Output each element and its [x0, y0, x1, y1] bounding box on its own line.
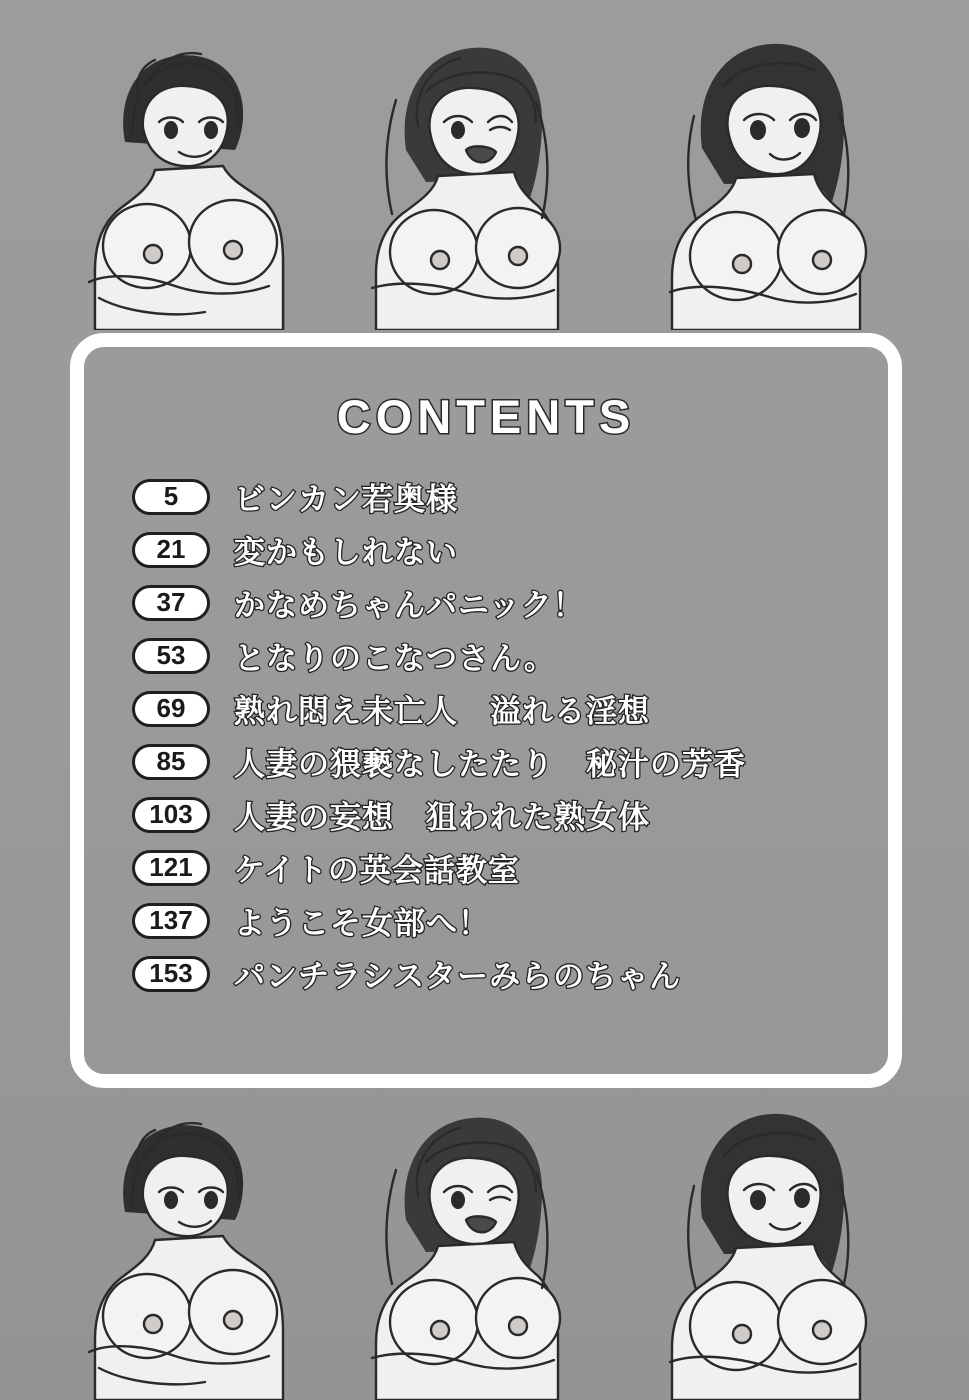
chapter-title: ビンカン若奥様	[234, 482, 458, 518]
chapter-title: パンチラシスターみらのちゃん	[234, 959, 682, 995]
chapter-title: 熟れ悶え未亡人 溢れる淫想	[234, 694, 650, 730]
table-of-contents	[84, 470, 888, 1000]
list-item[interactable]	[132, 947, 860, 1000]
chapter-title: ケイトの英会話教室	[234, 853, 520, 889]
chapter-title: 人妻の猥褻なしたたり 秘汁の芳香	[234, 747, 746, 783]
figure-short-hair	[55, 30, 305, 330]
page-title: CONTENTS	[336, 390, 636, 443]
list-item[interactable]	[132, 894, 860, 947]
chapter-title: かなめちゃんパニック！	[234, 588, 585, 624]
figure-long-hair-winking	[340, 1100, 590, 1400]
list-item[interactable]	[132, 470, 860, 523]
page-number-badge: 153	[132, 956, 210, 992]
page-number-badge: 37	[132, 585, 210, 621]
list-item[interactable]	[132, 629, 860, 682]
page-number-badge: 69	[132, 691, 210, 727]
page-number-badge: 21	[132, 532, 210, 568]
page-number-badge: 5	[132, 479, 210, 515]
figure-long-hair-winking	[340, 30, 590, 330]
illustration-band-top	[0, 10, 969, 330]
page-number-badge: 53	[132, 638, 210, 674]
list-item[interactable]	[132, 682, 860, 735]
page-number-badge: 85	[132, 744, 210, 780]
figure-short-hair	[55, 1100, 305, 1400]
page-number-badge: 121	[132, 850, 210, 886]
chapter-title: 変かもしれない	[234, 535, 458, 571]
contents-panel	[70, 333, 902, 1088]
list-item[interactable]	[132, 523, 860, 576]
figure-wavy-hair	[640, 1100, 890, 1400]
list-item[interactable]	[132, 841, 860, 894]
chapter-title: ようこそ女部へ！	[234, 906, 490, 942]
illustration-band-bottom	[0, 1090, 969, 1400]
figure-wavy-hair	[640, 30, 890, 330]
list-item[interactable]	[132, 735, 860, 788]
list-item[interactable]	[132, 576, 860, 629]
chapter-title: となりのこなつさん。	[234, 641, 556, 677]
page-number-badge: 103	[132, 797, 210, 833]
list-item[interactable]	[132, 788, 860, 841]
page-number-badge: 137	[132, 903, 210, 939]
chapter-title: 人妻の妄想 狙われた熟女体	[234, 800, 650, 836]
